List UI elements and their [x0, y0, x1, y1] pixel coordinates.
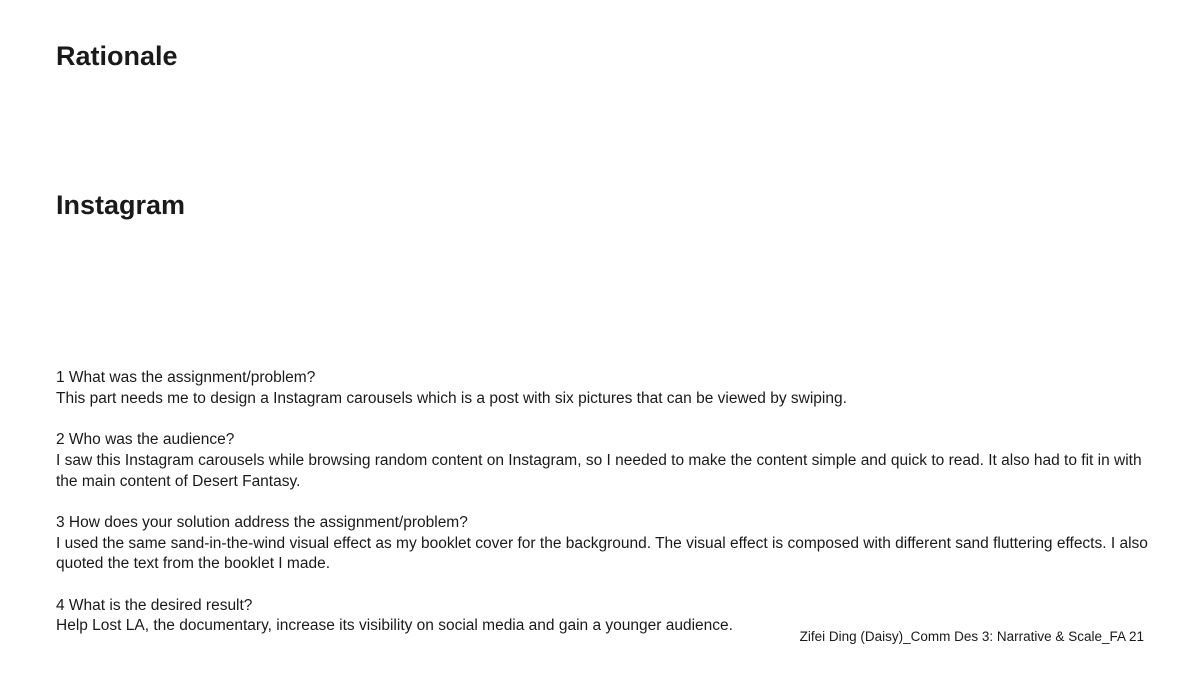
qa-answer-1: This part needs me to design a Instagram carousels which is a post with six pictures that can be viewed by swiping. [56, 389, 847, 407]
qa-item-3 [56, 513, 1151, 575]
qa-answer-2: I saw this Instagram carousels while browsing random content on Instagram, so I needed to make the content simple and quick to read. It also had to fit in with the main content of Desert Fantasy. [56, 451, 1142, 490]
qa-answer-3: I used the same sand-in-the-wind visual effect as my booklet cover for the background. The visual effect is composed with different sand fluttering effects. I also quoted the text from the booklet I made. [56, 534, 1148, 573]
qa-answer-4: Help Lost LA, the documentary, increase its visibility on social media and gain a younger audience. [56, 617, 733, 635]
qa-question-4: 4 What is the desired result? [56, 596, 253, 614]
qa-item-2 [56, 430, 1151, 492]
qa-section [56, 368, 1151, 637]
page-title-rationale: Rationale [56, 41, 178, 71]
footer-credit: Zifei Ding (Daisy)_Comm Des 3: Narrative & Scale_FA 21 [799, 629, 1144, 644]
qa-question-3: 3 How does your solution address the assignment/problem? [56, 513, 468, 531]
qa-question-1: 1 What was the assignment/problem? [56, 369, 316, 386]
qa-item-1 [56, 368, 1151, 409]
section-title-instagram: Instagram [56, 190, 186, 220]
qa-question-2: 2 Who was the audience? [56, 431, 235, 449]
